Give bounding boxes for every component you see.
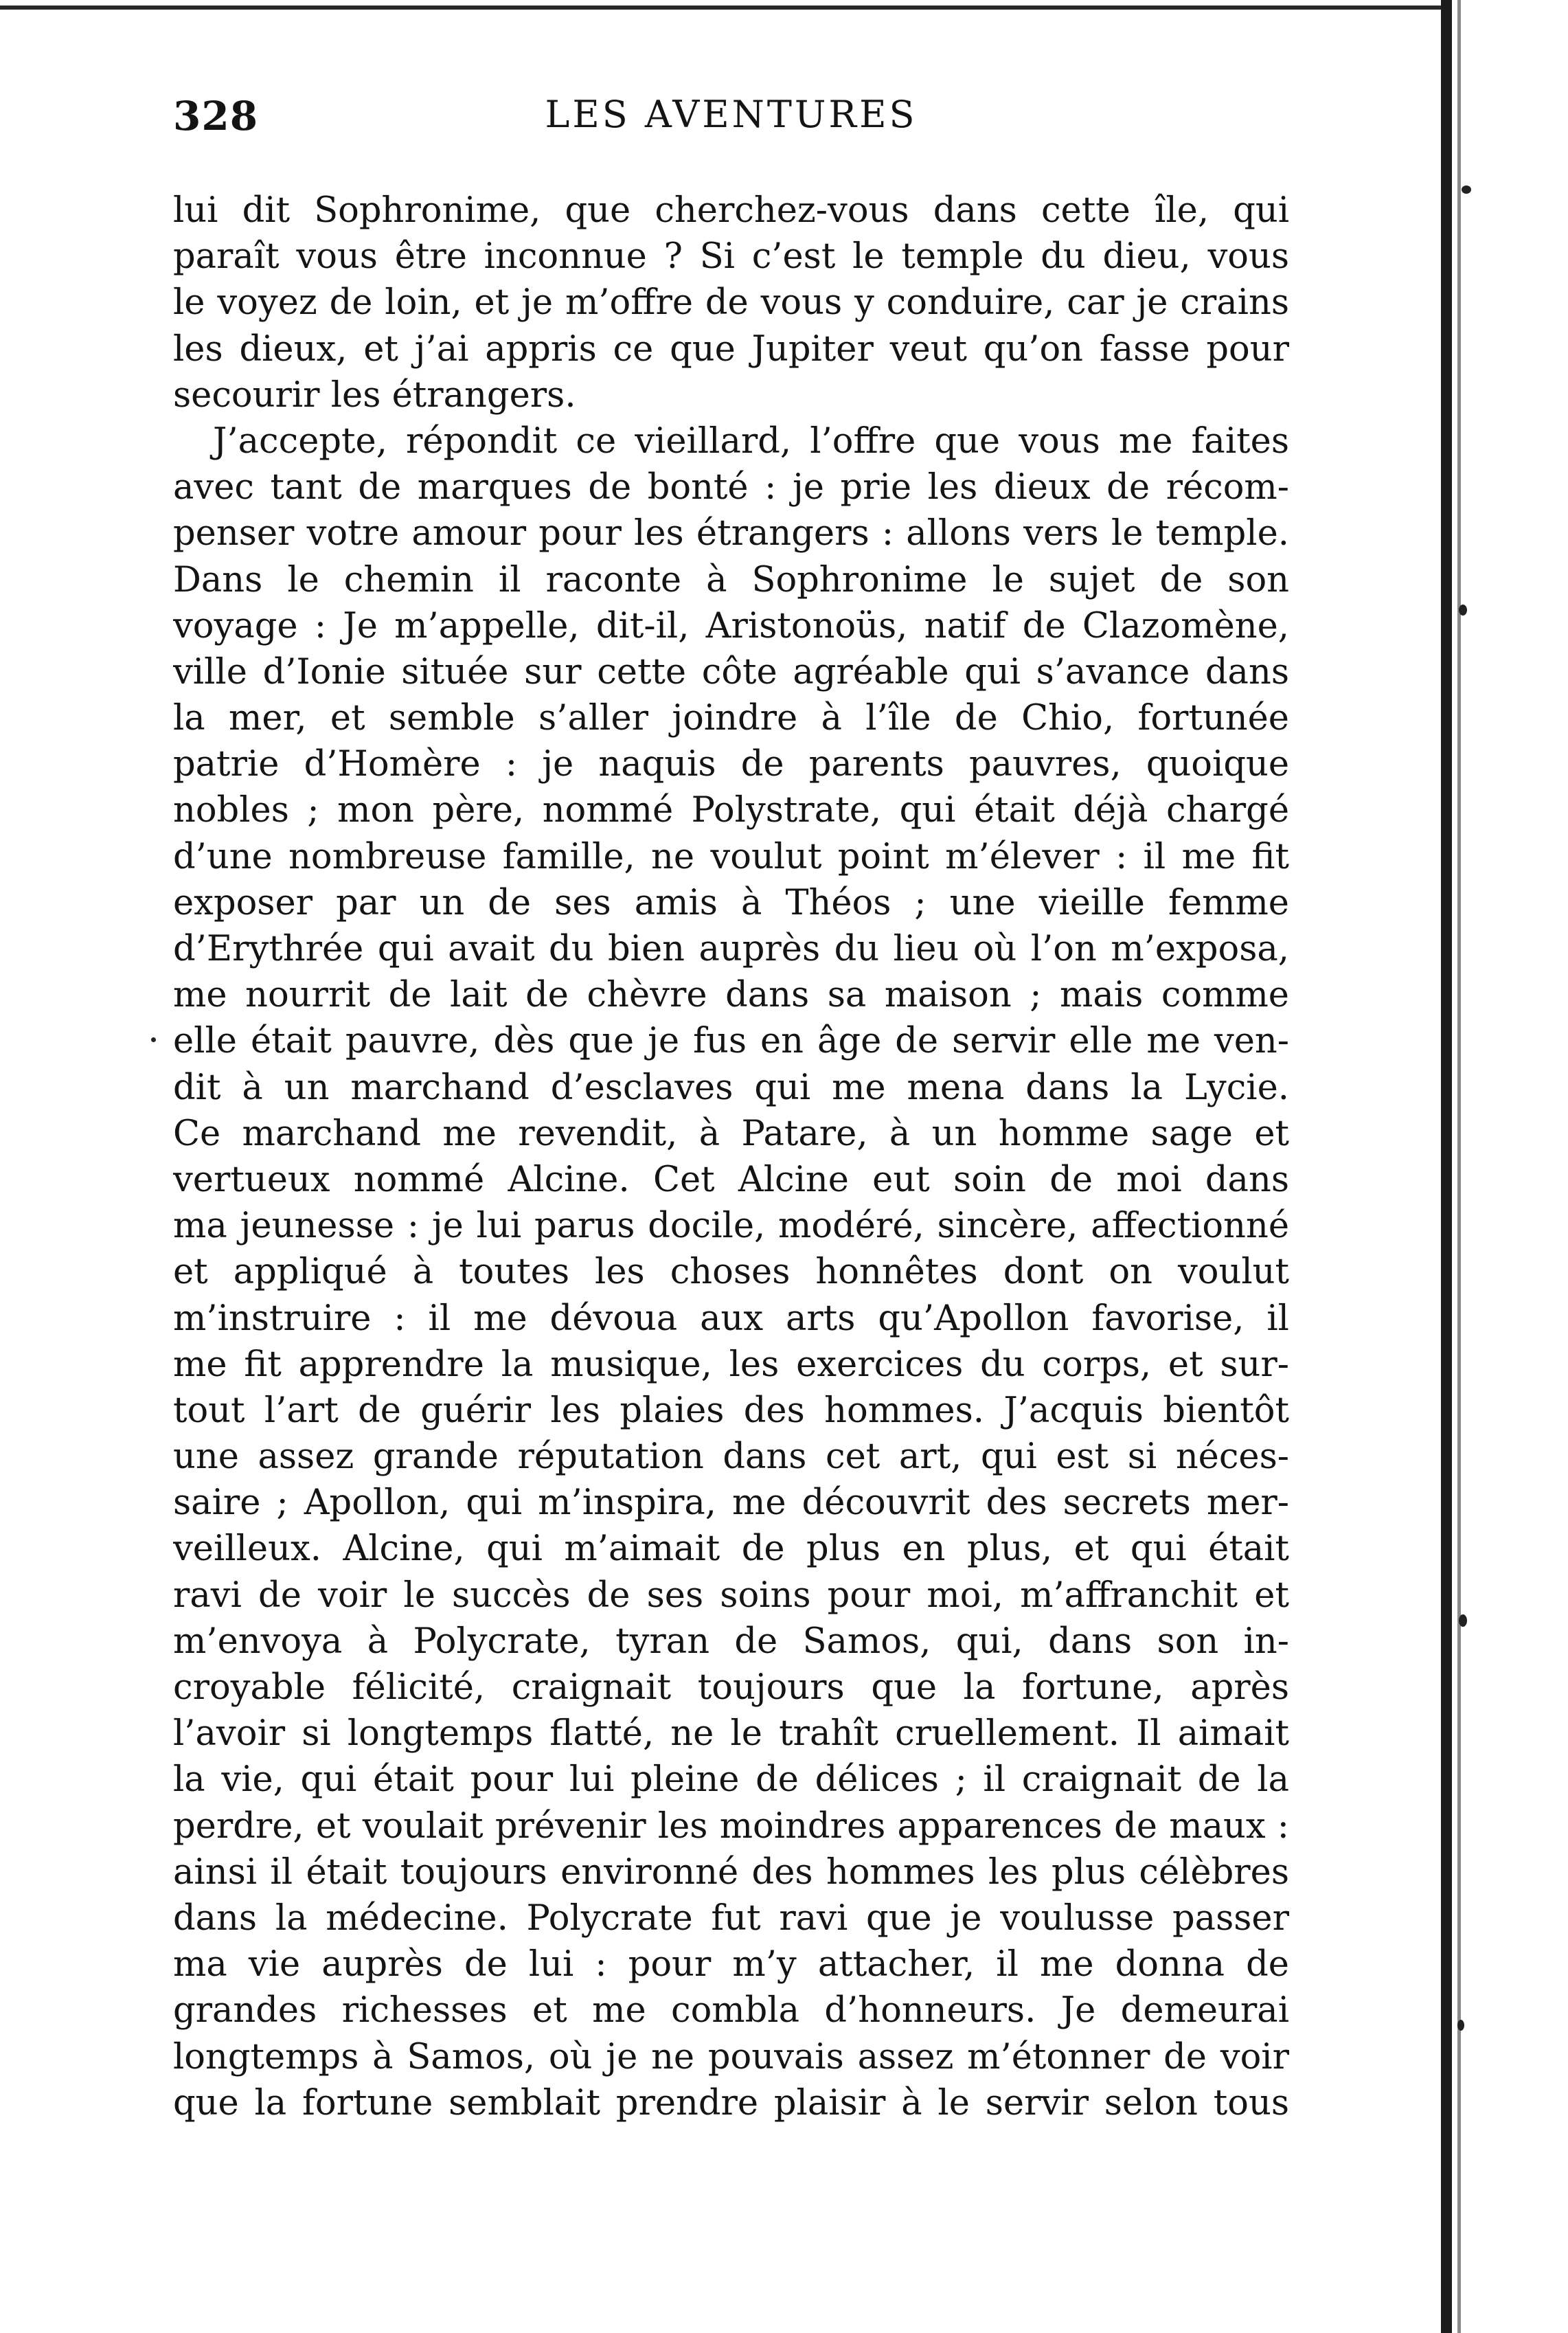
text-line: vertueux nommé Alcine. Cet Alcine eut soin de moi dans bbox=[173, 1159, 1289, 1200]
text-line: secourir les étrangers. bbox=[173, 374, 576, 416]
text-line: elle était pauvre, dès que je fus en âge de servir elle me ven- bbox=[173, 1021, 1289, 1062]
margin-speck bbox=[151, 1037, 156, 1042]
margin-speck bbox=[1459, 605, 1467, 616]
text-line: d’une nombreuse famille, ne voulut point m’élever : il me fit bbox=[173, 836, 1289, 877]
text-line: dans la médecine. Polycrate fut ravi que je voulusse passer bbox=[173, 1897, 1289, 1939]
text-line: ma jeunesse : je lui parus docile, modéré, sincère, affectionné bbox=[173, 1206, 1289, 1247]
text-line: ville d’Ionie située sur cette côte agréable qui s’avance dans bbox=[173, 651, 1289, 692]
margin-speck bbox=[1457, 2020, 1464, 2031]
text-line: veilleux. Alcine, qui m’aimait de plus en plus, et qui était bbox=[173, 1529, 1289, 1570]
text-line: que la fortune semblait prendre plaisir à le servir selon tous bbox=[173, 2082, 1289, 2123]
text-line: les dieux, et j’ai appris ce que Jupiter veut qu’on fasse pour bbox=[173, 328, 1289, 370]
running-head bbox=[173, 93, 1289, 148]
margin-speck bbox=[1462, 185, 1471, 194]
text-line: ainsi il était toujours environné des hommes les plus célèbres bbox=[173, 1851, 1289, 1893]
text-line: me nourrit de lait de chèvre dans sa maison ; mais comme bbox=[173, 975, 1289, 1016]
text-line: m’instruire : il me dévoua aux arts qu’Apollon favorise, il bbox=[173, 1298, 1289, 1339]
text-line: le voyez de loin, et je m’offre de vous y conduire, car je crains bbox=[173, 282, 1289, 324]
text-line: et appliqué à toutes les choses honnêtes dont on voulut bbox=[173, 1252, 1289, 1293]
text-line: une assez grande réputation dans cet art, qui est si néces- bbox=[173, 1436, 1289, 1478]
text-line: paraît vous être inconnue ? Si c’est le temple du dieu, vous bbox=[173, 236, 1289, 278]
margin-speck bbox=[1459, 1614, 1467, 1627]
text-line: grandes richesses et me combla d’honneurs. Je demeurai bbox=[173, 1990, 1289, 2031]
text-line: la mer, et semble s’aller joindre à l’île de Chio, fortunée bbox=[173, 698, 1289, 739]
body-text bbox=[173, 188, 1289, 2126]
text-line: Dans le chemin il raconte à Sophronime le sujet de son bbox=[173, 559, 1289, 600]
text-line: la vie, qui était pour lui pleine de délices ; il craignait de la bbox=[173, 1759, 1289, 1801]
top-page-rule bbox=[0, 5, 1449, 10]
text-line: saire ; Apollon, qui m’inspira, me découvrit des secrets mer- bbox=[173, 1483, 1289, 1524]
text-line: d’Erythrée qui avait du bien auprès du lieu où l’on m’exposa, bbox=[173, 929, 1289, 969]
text-line: nobles ; mon père, nommé Polystrate, qui était déjà chargé bbox=[173, 790, 1289, 831]
text-line: ma vie auprès de lui : pour m’y attacher, il me donna de bbox=[173, 1944, 1289, 1985]
page-content bbox=[173, 93, 1289, 2126]
text-line: ravi de voir le succès de ses soins pour moi, m’affranchit et bbox=[173, 1575, 1289, 1616]
text-line: Ce marchand me revendit, à Patare, à un homme sage et bbox=[173, 1113, 1289, 1154]
text-line: avec tant de marques de bonté : je prie les dieux de récom- bbox=[173, 467, 1289, 508]
running-title: LES AVENTURES bbox=[545, 93, 918, 136]
text-line: l’avoir si longtemps flatté, ne le trahît cruellement. Il aimait bbox=[173, 1713, 1289, 1755]
text-line: longtemps à Samos, où je ne pouvais assez m’étonner de voir bbox=[173, 2036, 1289, 2077]
text-line: J’accepte, répondit ce vieillard, l’offre que vous me faites bbox=[213, 420, 1289, 462]
text-line: m’envoya à Polycrate, tyran de Samos, qui, dans son in- bbox=[173, 1621, 1289, 1662]
text-line: exposer par un de ses amis à Théos ; une vieille femme bbox=[173, 882, 1289, 923]
page-number: 328 bbox=[173, 93, 259, 139]
text-line: perdre, et voulait prévenir les moindres apparences de maux : bbox=[173, 1805, 1289, 1847]
text-line: lui dit Sophronime, que cherchez-vous dans cette île, qui bbox=[173, 190, 1289, 231]
page-edge-line bbox=[1457, 0, 1461, 2333]
text-line: penser votre amour pour les étrangers : allons vers le temple. bbox=[173, 513, 1289, 554]
text-line: voyage : Je m’appelle, dit-il, Aristonoüs, natif de Clazomène, bbox=[173, 605, 1289, 646]
text-line: patrie d’Homère : je naquis de parents pauvres, quoique bbox=[173, 744, 1289, 785]
text-line: tout l’art de guérir les plaies des hommes. J’acquis bientôt bbox=[173, 1390, 1289, 1431]
page-edge-shadow bbox=[1441, 0, 1452, 2333]
text-line: dit à un marchand d’esclaves qui me mena dans la Lycie. bbox=[173, 1067, 1289, 1108]
text-line: me fit apprendre la musique, les exercices du corps, et sur- bbox=[173, 1344, 1289, 1385]
text-line: croyable félicité, craignait toujours que la fortune, après bbox=[173, 1667, 1289, 1708]
